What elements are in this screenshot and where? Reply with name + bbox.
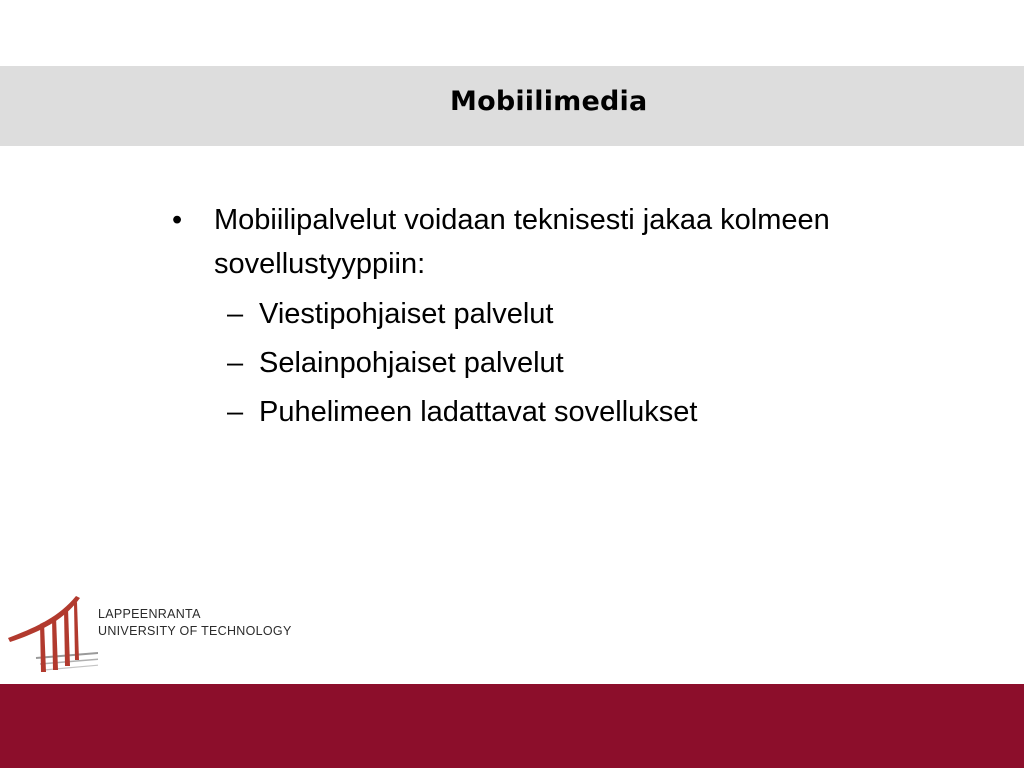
sub-item	[172, 341, 972, 390]
sub-item-text: Viestipohjaiset palvelut	[259, 298, 554, 330]
bullet-text: Mobiilipalvelut voidaan teknisesti jakaa kolmeen sovellustyyppiin:	[214, 204, 830, 280]
sub-item	[172, 390, 972, 439]
sub-item-text: Puhelimeen ladattavat sovellukset	[259, 396, 698, 428]
dash-marker: –	[227, 396, 244, 428]
sub-list	[172, 292, 972, 439]
bullet-marker: •	[172, 204, 183, 236]
footer-band	[0, 684, 1024, 768]
sub-item-text: Selainpohjaiset palvelut	[259, 347, 564, 379]
slide-title: Mobiilimedia	[450, 86, 648, 117]
dash-marker: –	[227, 298, 244, 330]
sub-item	[172, 292, 972, 341]
logo-text-line2: UNIVERSITY OF TECHNOLOGY	[98, 624, 292, 638]
dash-marker: –	[227, 347, 244, 379]
logo-text-line1: LAPPEENRANTA	[98, 607, 201, 621]
slide-content	[172, 198, 972, 439]
university-logo	[6, 588, 306, 680]
university-emblem-icon	[6, 588, 98, 680]
bullet-item	[172, 198, 972, 286]
